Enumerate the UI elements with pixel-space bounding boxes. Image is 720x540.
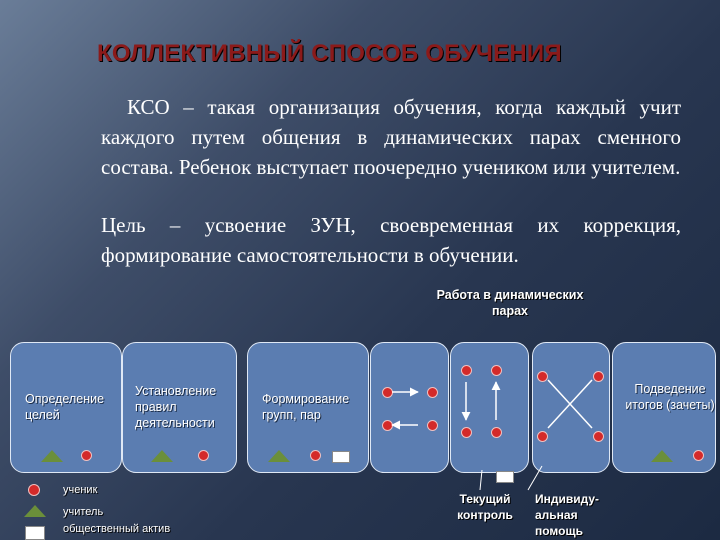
goal-term: Цель — [101, 213, 146, 237]
current-control-label: Текущий контроль — [457, 492, 513, 522]
individual-help-label: Индивиду-альная помощь — [535, 492, 600, 538]
legend-active-rect-icon — [25, 526, 45, 540]
card-rules-label: Установление правил деятельности — [135, 384, 217, 430]
active-rect-icon — [496, 471, 514, 483]
connector-line — [480, 470, 482, 490]
card-groups-label: Формирование групп, пар — [262, 392, 350, 422]
legend-student-dot-icon — [28, 484, 40, 496]
legend-student-label: ученик — [63, 484, 98, 496]
goal-text: – усвоение ЗУН, своевременная их коррекция, формирование самостоятельности в обучении. — [101, 213, 681, 267]
slide-title: КОЛЛЕКТИВНЫЙ СПОСОБ ОБУЧЕНИЯ — [97, 40, 562, 67]
legend-teacher-triangle-icon — [24, 505, 46, 517]
card-goals-label: Определение целей — [25, 392, 105, 422]
dynamic-pairs-label: Работа в динамических парах — [436, 288, 584, 318]
legend-active-label: общественный актив — [63, 523, 171, 535]
connector-line — [528, 466, 542, 490]
card-results-label: Подведение итогов (зачеты) — [625, 382, 715, 412]
definition-text: – такая организация обучения, когда каждый учит каждого путем общения в динамических парах сменного состава. Ребенок выступает поочередно учеником или учителем. — [101, 95, 681, 179]
definition-term: КСО — [127, 95, 170, 119]
legend-teacher-label: учитель — [63, 506, 104, 518]
